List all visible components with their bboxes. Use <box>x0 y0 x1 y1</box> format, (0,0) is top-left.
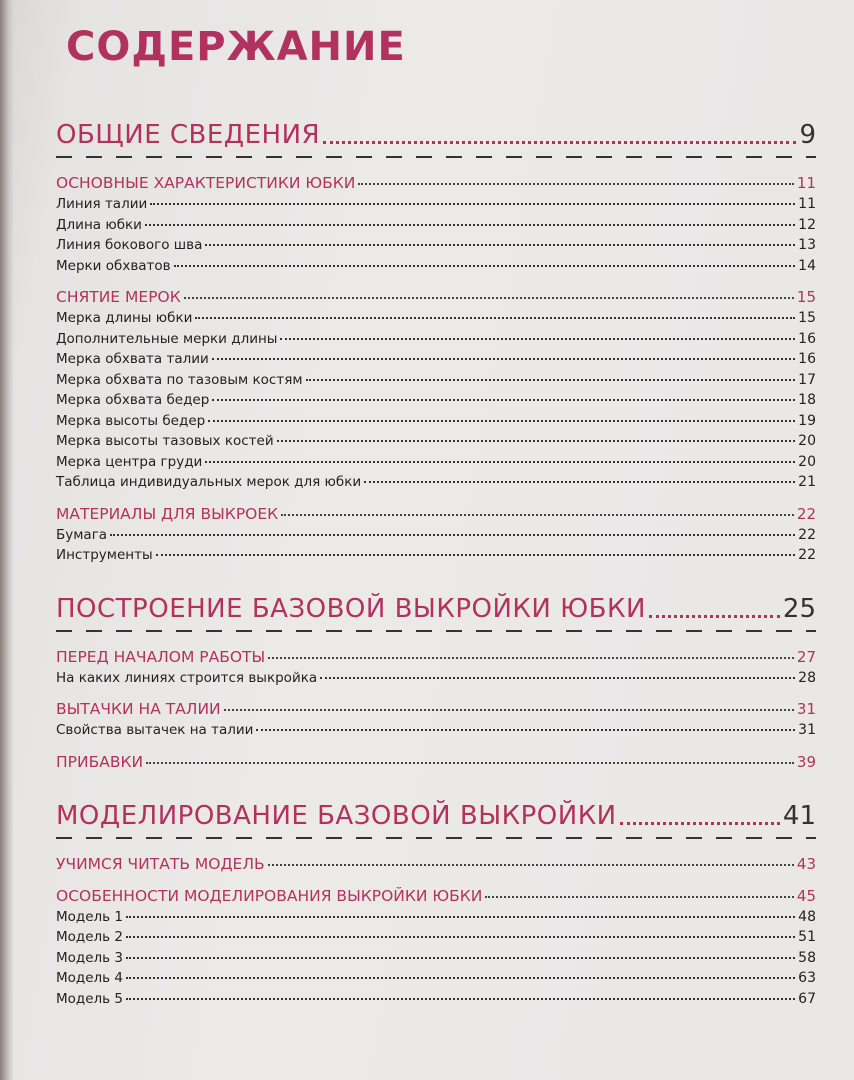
toc-item-label: На каких линиях строится выкройка <box>56 669 318 686</box>
toc-page-number: 12 <box>798 216 816 233</box>
toc-page-number: 48 <box>798 908 816 925</box>
dot-leader <box>224 709 794 711</box>
toc-section-label: ПЕРЕД НАЧАЛОМ РАБОТЫ <box>56 647 266 666</box>
toc-page-number: 22 <box>796 504 816 523</box>
toc-page-number: 22 <box>798 547 816 563</box>
dot-leader <box>268 864 794 866</box>
toc-item-label: Модель 5 <box>56 990 124 1007</box>
dot-leader <box>126 916 795 918</box>
toc-chapter-label: МОДЕЛИРОВАНИЕ БАЗОВОЙ ВЫКРОЙКИ <box>56 800 617 831</box>
toc-page-number: 43 <box>796 854 816 873</box>
toc-item-row[interactable] <box>56 474 816 495</box>
toc-item-label: Дополнительные мерки длины <box>56 330 278 347</box>
dot-leader <box>126 998 795 1000</box>
toc-section-row[interactable] <box>56 174 816 196</box>
dot-leader <box>485 896 794 898</box>
toc-chapter-label: ОБЩИЕ СВЕДЕНИЯ <box>56 120 321 150</box>
toc-page-number: 15 <box>796 288 816 306</box>
chapter-dashed-rule <box>56 624 816 638</box>
dot-leader <box>306 379 796 381</box>
toc-section-row[interactable] <box>56 887 816 909</box>
dot-leader <box>620 822 780 825</box>
toc-item-row[interactable] <box>56 196 816 217</box>
toc-item-row[interactable] <box>56 372 816 393</box>
toc-page-number: 31 <box>798 722 816 738</box>
toc-page-number: 41 <box>782 800 816 831</box>
toc-item-row[interactable] <box>56 970 816 991</box>
toc-page-number: 31 <box>796 700 816 718</box>
toc-item-row[interactable] <box>56 331 816 352</box>
chapter-dashed-rule <box>56 150 816 164</box>
toc-item-row[interactable] <box>56 950 816 971</box>
dot-leader <box>358 183 794 185</box>
dot-leader <box>126 977 795 979</box>
dot-leader <box>145 224 795 226</box>
toc-item-label: Мерка высоты тазовых костей <box>56 433 274 449</box>
toc-page-number: 13 <box>798 237 816 253</box>
toc-item-label: Модель 2 <box>56 929 124 945</box>
toc-section-label: ОСНОВНЫЕ ХАРАКТЕРИСТИКИ ЮБКИ <box>56 174 356 192</box>
toc-item-row[interactable] <box>56 351 816 372</box>
toc-page-number: 28 <box>798 669 816 686</box>
toc-section-row[interactable] <box>56 855 816 877</box>
dot-leader <box>126 957 795 959</box>
dot-leader <box>280 338 795 340</box>
toc-item-label: Длина юбки <box>56 216 142 233</box>
toc-section-row[interactable] <box>56 700 816 722</box>
toc-item-row[interactable] <box>56 413 816 434</box>
toc-item-label: Таблица индивидуальных мерок для юбки <box>56 474 362 490</box>
toc-page-number: 16 <box>798 330 816 347</box>
toc-chapter-row[interactable] <box>56 584 816 624</box>
dot-leader <box>184 297 794 299</box>
toc-item-row[interactable] <box>56 909 816 930</box>
toc-page-number: 16 <box>798 351 816 367</box>
dot-leader <box>277 440 796 442</box>
dot-leader <box>195 317 795 319</box>
chapter-gap <box>56 775 816 791</box>
toc-item-label: Мерки обхватов <box>56 257 171 274</box>
dot-leader <box>205 461 795 463</box>
toc-section-label: ПРИБАВКИ <box>56 752 144 771</box>
toc-section-row[interactable] <box>56 648 816 670</box>
toc-section-row[interactable] <box>56 288 816 310</box>
dot-leader <box>150 203 795 205</box>
toc-item-label: Мерка центра груди <box>56 453 203 470</box>
chapter-gap <box>56 568 816 584</box>
toc-item-label: Мерка обхвата по тазовым костям <box>56 371 303 388</box>
toc-page-number: 15 <box>798 310 816 326</box>
toc-item-row[interactable] <box>56 433 816 454</box>
toc-item-row[interactable] <box>56 991 816 1012</box>
dot-leader <box>281 514 794 516</box>
dot-leader <box>212 399 795 401</box>
toc-page-number: 20 <box>798 453 816 470</box>
toc-item-row[interactable] <box>56 547 816 568</box>
toc-item-row[interactable] <box>56 237 816 258</box>
toc-chapter-row[interactable] <box>56 110 816 150</box>
toc-item-label: Мерка обхвата талии <box>56 351 209 367</box>
dot-leader <box>126 936 795 938</box>
toc-item-row[interactable] <box>56 310 816 331</box>
toc-section-label: МАТЕРИАЛЫ ДЛЯ ВЫКРОЕК <box>56 504 279 523</box>
dot-leader <box>320 677 795 679</box>
toc-page-number: 25 <box>782 593 816 624</box>
toc-item-label: Модель 4 <box>56 970 124 986</box>
toc-item-row[interactable] <box>56 258 816 279</box>
dot-leader <box>649 615 780 618</box>
toc-item-label: Мерка обхвата бедер <box>56 392 210 408</box>
toc-section-row[interactable] <box>56 505 816 527</box>
toc-item-label: Мерка высоты бедер <box>56 412 206 429</box>
toc-chapter-label: ПОСТРОЕНИЕ БАЗОВОЙ ВЫКРОЙКИ ЮБКИ <box>56 593 646 624</box>
toc-section-row[interactable] <box>56 753 816 775</box>
toc-item-row[interactable] <box>56 217 816 238</box>
toc-item-label: Линия бокового шва <box>56 237 203 253</box>
toc-section-label: ОСОБЕННОСТИ МОДЕЛИРОВАНИЯ ВЫКРОЙКИ ЮБКИ <box>56 886 483 905</box>
toc-item-label: Бумага <box>56 526 108 543</box>
toc-item-label: Мерка длины юбки <box>56 310 193 326</box>
dot-leader <box>174 265 796 267</box>
dot-leader <box>323 141 796 144</box>
toc-chapter-row[interactable] <box>56 791 816 831</box>
dot-leader <box>110 534 795 536</box>
table-of-contents <box>56 110 816 1011</box>
toc-page-number: 18 <box>798 392 816 408</box>
dot-leader <box>156 554 796 556</box>
toc-item-row[interactable] <box>56 392 816 413</box>
toc-page-number: 9 <box>799 120 816 150</box>
dot-leader <box>268 657 794 659</box>
page-edge <box>0 0 14 1080</box>
toc-page-number: 20 <box>798 433 816 449</box>
page-title: СОДЕРЖАНИЕ <box>66 24 406 70</box>
toc-page-number: 11 <box>796 174 816 192</box>
toc-page-number: 19 <box>798 412 816 429</box>
toc-page-number: 17 <box>798 371 816 388</box>
toc-page-number: 11 <box>798 196 816 212</box>
toc-item-row[interactable] <box>56 929 816 950</box>
toc-page-number: 27 <box>796 647 816 666</box>
toc-item-label: Линия талии <box>56 196 148 212</box>
toc-item-row[interactable] <box>56 527 816 548</box>
toc-item-row[interactable] <box>56 454 816 475</box>
toc-page-number: 14 <box>798 257 816 274</box>
dot-leader <box>212 358 795 360</box>
dot-leader <box>205 244 795 246</box>
toc-section-label: СНЯТИЕ МЕРОК <box>56 288 181 306</box>
toc-page-number: 58 <box>798 949 816 966</box>
toc-page-number: 39 <box>796 752 816 771</box>
toc-item-row[interactable] <box>56 670 816 691</box>
toc-section-label: УЧИМСЯ ЧИТАТЬ МОДЕЛЬ <box>56 854 265 873</box>
dot-leader <box>208 420 795 422</box>
toc-item-row[interactable] <box>56 722 816 743</box>
toc-section-label: ВЫТАЧКИ НА ТАЛИИ <box>56 700 221 718</box>
toc-item-label: Инструменты <box>56 547 153 563</box>
toc-item-label: Модель 1 <box>56 908 124 925</box>
toc-page-number: 67 <box>798 990 816 1007</box>
toc-page-number: 63 <box>798 970 816 986</box>
dot-leader <box>256 729 795 731</box>
dot-leader <box>364 481 795 483</box>
toc-page-number: 22 <box>798 526 816 543</box>
toc-page-number: 45 <box>796 886 816 905</box>
toc-item-label: Модель 3 <box>56 949 124 966</box>
toc-page-number: 21 <box>798 474 816 490</box>
toc-item-label: Свойства вытачек на талии <box>56 722 254 738</box>
chapter-dashed-rule <box>56 831 816 845</box>
dot-leader <box>146 762 794 764</box>
toc-page-number: 51 <box>798 929 816 945</box>
